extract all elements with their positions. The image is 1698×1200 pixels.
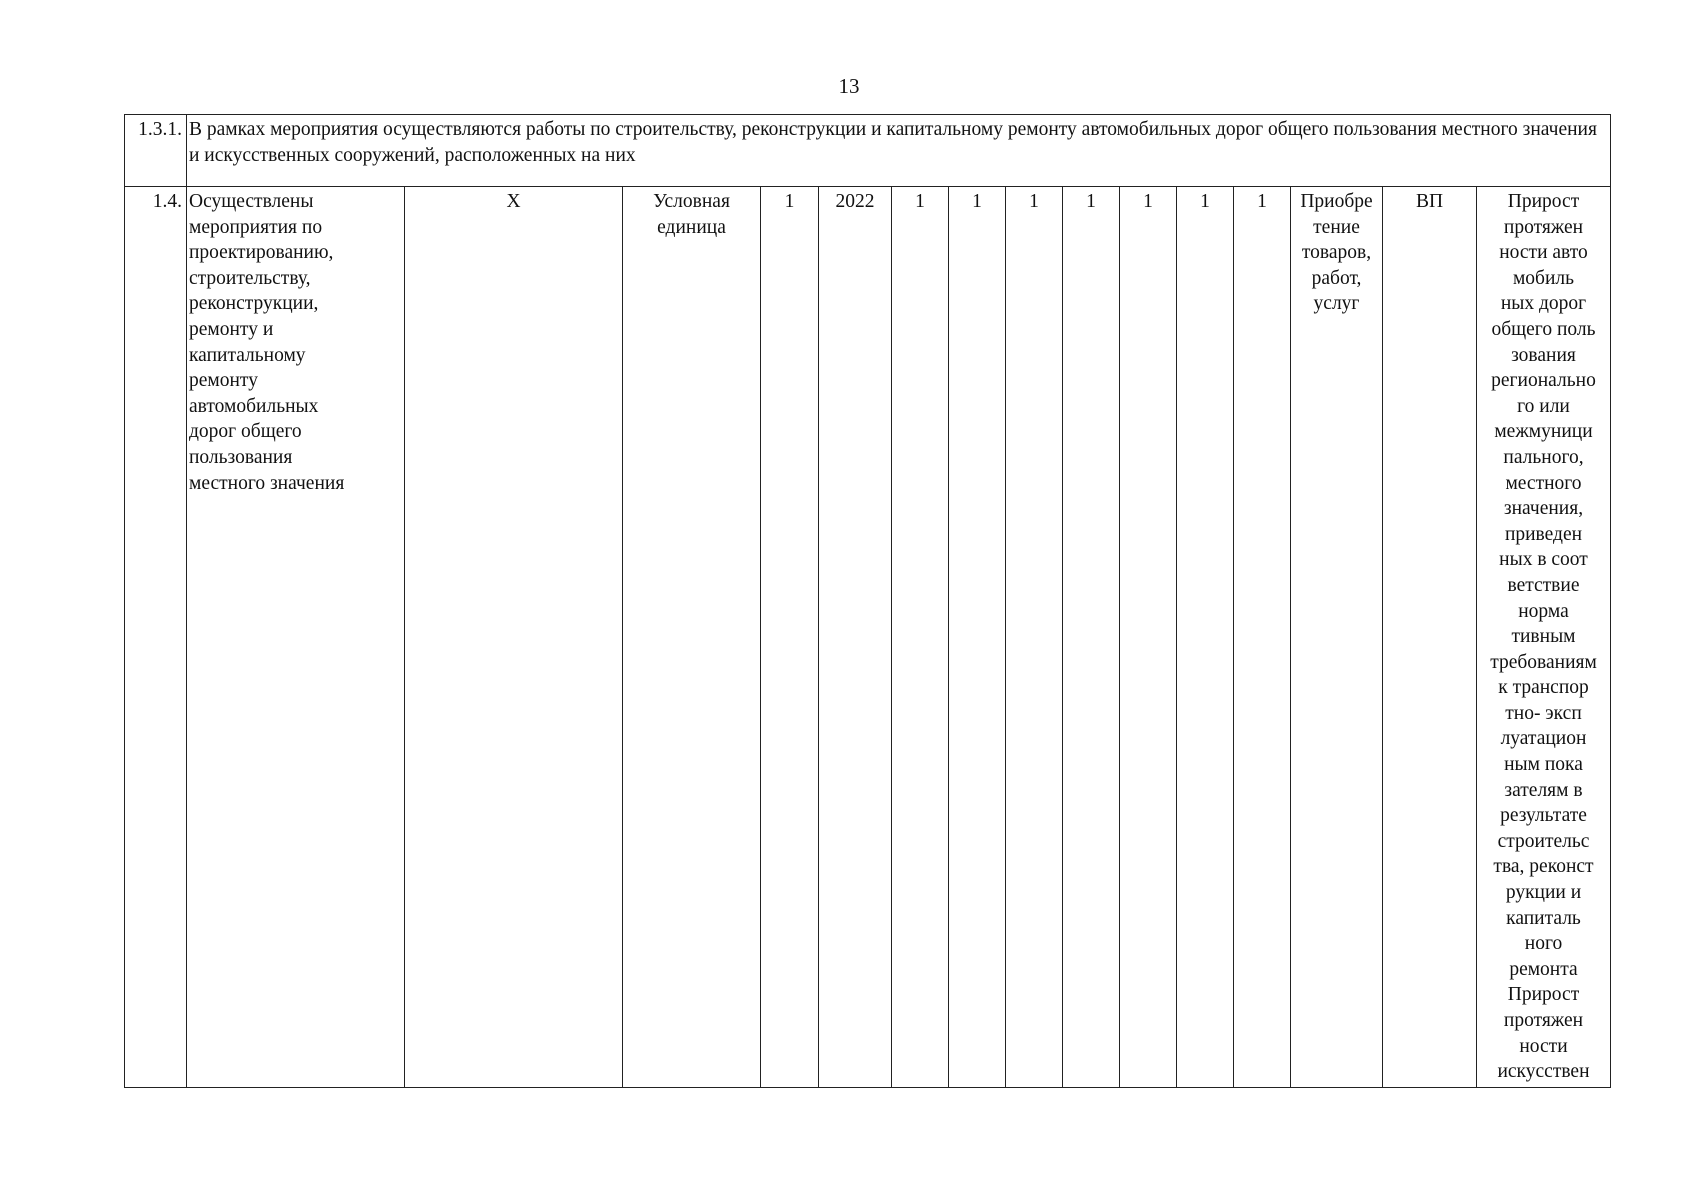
row-value: 1 [1177, 187, 1234, 1088]
row-result: Прирост протяжен ности авто мобиль ных дорог общего поль зования регионально го или межмуници пального, местного значения, приведен ных в соот ветствие норма тивным требованиям к транспор тно- эксп луатацион ным пока зателям в результате строительс тва, реконст рукции и капиталь ного ремонта Прирост протяжен ности искусствен [1477, 187, 1611, 1088]
row-number: 1.4. [125, 187, 187, 1088]
row-base-value: 1 [761, 187, 819, 1088]
program-table [124, 114, 1611, 1088]
section-text: В рамках мероприятия осуществляются работы по строительству, реконструкции и капитальному ремонту автомобильных дорог общего пользования местного значения и искусственных сооружений, расположенных на них [187, 115, 1611, 187]
row-value: 1 [1234, 187, 1291, 1088]
row-value: 1 [892, 187, 949, 1088]
row-mark: Х [405, 187, 623, 1088]
section-number: 1.3.1. [125, 115, 187, 187]
row-value: 1 [1063, 187, 1120, 1088]
page-number: 13 [838, 74, 860, 98]
row-year: 2022 [819, 187, 892, 1088]
table-row [125, 187, 1611, 1088]
section-row [125, 115, 1611, 187]
row-value: 1 [1120, 187, 1177, 1088]
row-unit: Условная единица [623, 187, 761, 1088]
row-value: 1 [1006, 187, 1063, 1088]
row-value: 1 [949, 187, 1006, 1088]
row-description: Осуществлены мероприятия по проектированию, строительству, реконструкции, ремонту и капитальному ремонту автомобильных дорог общего пользования местного значения [187, 187, 405, 1088]
row-type: Приобре тение товаров, работ, услуг [1291, 187, 1383, 1088]
row-source: ВП [1383, 187, 1477, 1088]
